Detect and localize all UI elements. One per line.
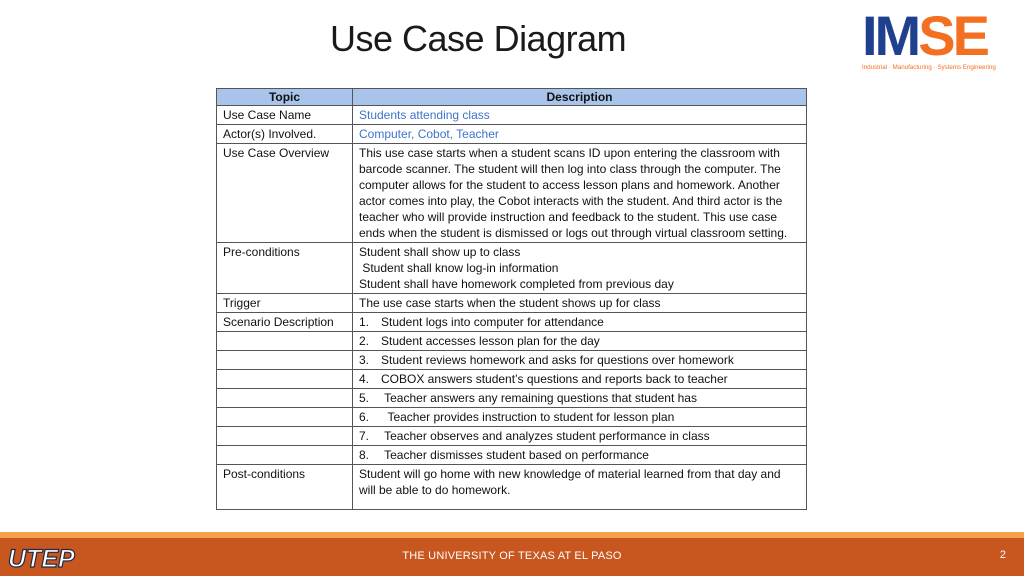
footer-university: THE UNIVERSITY OF TEXAS AT EL PASO	[402, 550, 622, 562]
overview-value: This use case starts when a student scans ID upon entering the classroom with barcode scanner. The student will then log into class through the computer. The computer allows for the student to access lesson plans and homework. Another actor comes into play, the Cobot interacts with the student. And third actor is the teacher who will provide instruction and feedback to the student. This use case ends when the student is dismissed or logs out through virtual classroom setting.	[353, 144, 807, 243]
logo-mark-left: IM	[862, 4, 919, 67]
empty-cell	[217, 351, 353, 370]
header-topic: Topic	[217, 89, 353, 106]
trigger-label: Trigger	[217, 294, 353, 313]
table-row	[217, 332, 807, 351]
overview-label: Use Case Overview	[217, 144, 353, 243]
table-row	[217, 125, 807, 144]
step-text: COBOX answers student’s questions and reports back to teacher	[381, 372, 728, 386]
step-text: Teacher dismisses student based on performance	[381, 448, 649, 462]
scenario-label: Scenario Description	[217, 313, 353, 332]
table-row	[217, 294, 807, 313]
use-case-name-label: Use Case Name	[217, 106, 353, 125]
table-row	[217, 106, 807, 125]
step-text: Teacher observes and analyzes student performance in class	[381, 429, 710, 443]
use-case-name-value: Students attending class	[353, 106, 807, 125]
empty-cell	[217, 370, 353, 389]
table-row	[217, 389, 807, 408]
table-header-row	[217, 89, 807, 106]
step-number: 4.	[359, 372, 370, 386]
step-number: 5.	[359, 391, 370, 405]
actors-label: Actor(s) Involved.	[217, 125, 353, 144]
table-row	[217, 465, 807, 510]
precondition-line: Student shall show up to class	[359, 245, 521, 259]
scenario-step	[353, 408, 807, 427]
table-row	[217, 351, 807, 370]
slide-title: Use Case Diagram	[330, 18, 627, 59]
preconditions-label: Pre-conditions	[217, 243, 353, 294]
utep-logo-text: UTEP	[8, 545, 75, 573]
step-number: 2.	[359, 334, 370, 348]
step-number: 6.	[359, 410, 370, 424]
table-row	[217, 313, 807, 332]
empty-cell	[217, 446, 353, 465]
table-row	[217, 370, 807, 389]
empty-cell	[217, 389, 353, 408]
logo-tagline: Industrial · Manufacturing · Systems Engineering	[862, 64, 996, 71]
step-text: Student accesses lesson plan for the day	[381, 334, 600, 348]
use-case-table	[216, 88, 806, 510]
empty-cell	[217, 408, 353, 427]
logo-mark-right: SE	[918, 4, 987, 67]
empty-cell	[217, 332, 353, 351]
preconditions-value	[353, 243, 807, 294]
step-text: Teacher answers any remaining questions that student has	[381, 391, 697, 405]
table-row	[217, 427, 807, 446]
scenario-step	[353, 313, 807, 332]
trigger-value: The use case starts when the student shows up for class	[353, 294, 807, 313]
scenario-step	[353, 332, 807, 351]
precondition-line: Student shall know log-in information	[359, 261, 559, 275]
step-text: Teacher provides instruction to student for lesson plan	[381, 410, 675, 424]
empty-cell	[217, 427, 353, 446]
scenario-step	[353, 446, 807, 465]
actors-value: Computer, Cobot, Teacher	[353, 125, 807, 144]
imse-logo	[862, 4, 1010, 71]
postconditions-label: Post-conditions	[217, 465, 353, 510]
precondition-line: Student shall have homework completed from previous day	[359, 277, 674, 291]
scenario-step	[353, 389, 807, 408]
table-row	[217, 446, 807, 465]
scenario-step	[353, 427, 807, 446]
postconditions-value: Student will go home with new knowledge of material learned from that day and will be able to do homework.	[353, 465, 807, 510]
table-row	[217, 144, 807, 243]
step-number: 8.	[359, 448, 370, 462]
table-row	[217, 408, 807, 427]
scenario-step	[353, 351, 807, 370]
table-row	[217, 243, 807, 294]
page-number: 2	[999, 549, 1006, 561]
step-number: 7.	[359, 429, 370, 443]
step-text: Student reviews homework and asks for questions over homework	[381, 353, 734, 367]
scenario-step	[353, 370, 807, 389]
header-description: Description	[353, 89, 807, 106]
step-number: 3.	[359, 353, 370, 367]
step-text: Student logs into computer for attendance	[381, 315, 604, 329]
step-number: 1.	[359, 315, 370, 329]
